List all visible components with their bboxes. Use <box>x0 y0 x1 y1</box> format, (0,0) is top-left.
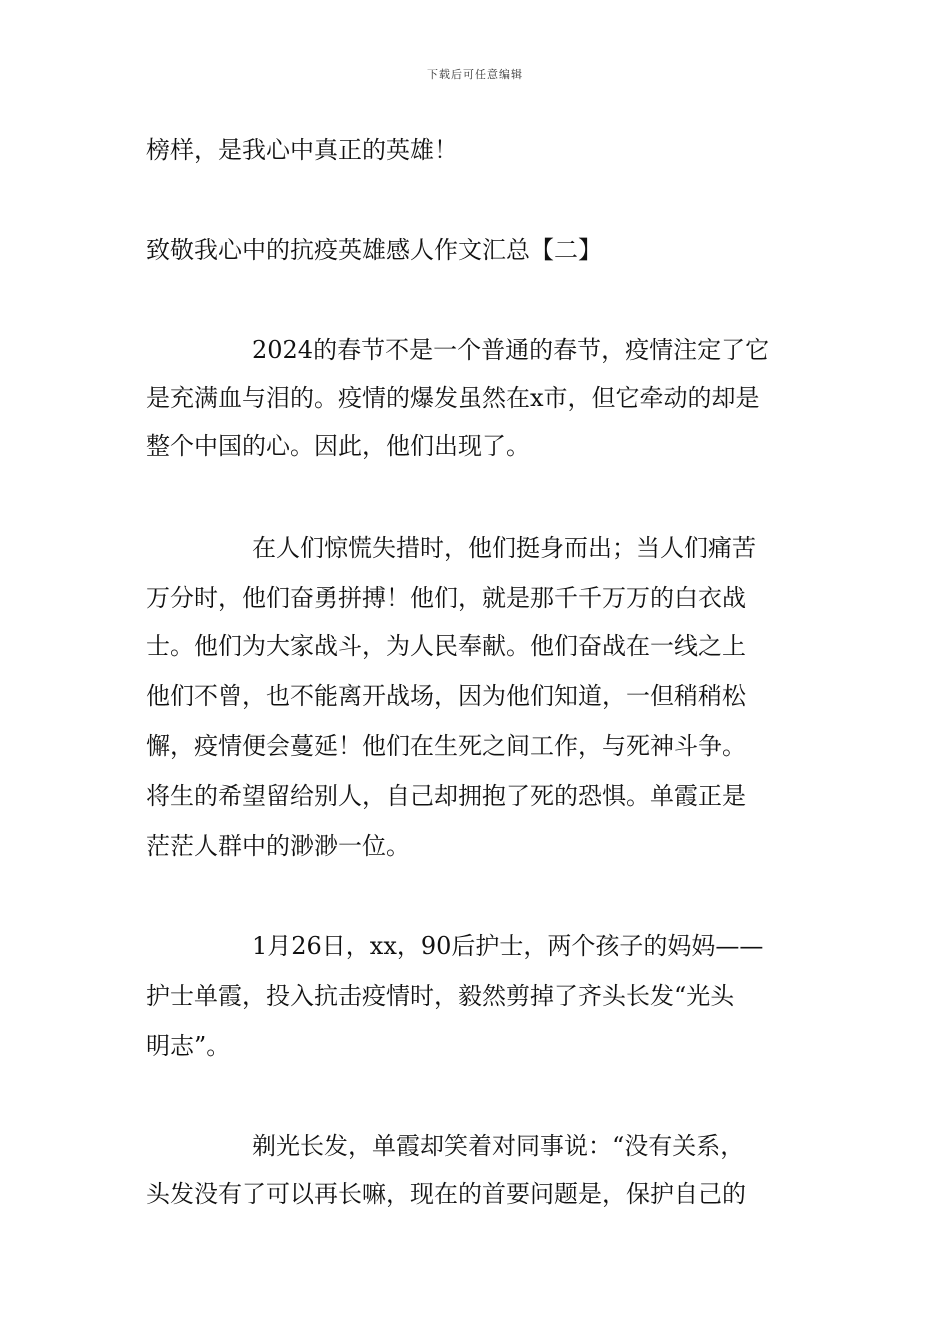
text-line: 整个中国的心。因此，他们出现了。 <box>146 432 530 460</box>
section-heading: 致敬我心中的抗疫英雄感人作文汇总【二】 <box>146 236 602 264</box>
paragraph-first-line: 1月26日，xx，90后护士，两个孩子的妈妈—— <box>252 932 764 960</box>
text-line: 是充满血与泪的。疫情的爆发虽然在x市，但它牵动的却是 <box>146 384 760 412</box>
text-line: 士。他们为大家战斗，为人民奉献。他们奋战在一线之上 <box>146 632 746 660</box>
paragraph-first-line: 2024的春节不是一个普通的春节，疫情注定了它 <box>252 336 770 364</box>
text-line: 头发没有了可以再长嘛，现在的首要问题是，保护自己的 <box>146 1180 746 1208</box>
page-header-note: 下载后可任意编辑 <box>427 68 523 81</box>
text-line: 将生的希望留给别人，自己却拥抱了死的恐惧。单霞正是 <box>146 782 746 810</box>
text-line: 护士单霞，投入抗击疫情时，毅然剪掉了齐头长发“光头 <box>146 982 735 1010</box>
text-line: 明志”。 <box>146 1032 231 1060</box>
paragraph-first-line: 剃光长发，单霞却笑着对同事说：“没有关系， <box>252 1132 745 1160</box>
text-line: 万分时，他们奋勇拼搏！他们，就是那千千万万的白衣战 <box>146 584 746 612</box>
text-line: 懈，疫情便会蔓延！他们在生死之间工作，与死神斗争。 <box>146 732 746 760</box>
paragraph-first-line: 在人们惊慌失措时，他们挺身而出；当人们痛苦 <box>252 534 756 562</box>
text-line: 茫茫人群中的渺渺一位。 <box>146 832 410 860</box>
text-line: 榜样，是我心中真正的英雄！ <box>146 136 458 164</box>
text-line: 他们不曾，也不能离开战场，因为他们知道，一但稍稍松 <box>146 682 746 710</box>
